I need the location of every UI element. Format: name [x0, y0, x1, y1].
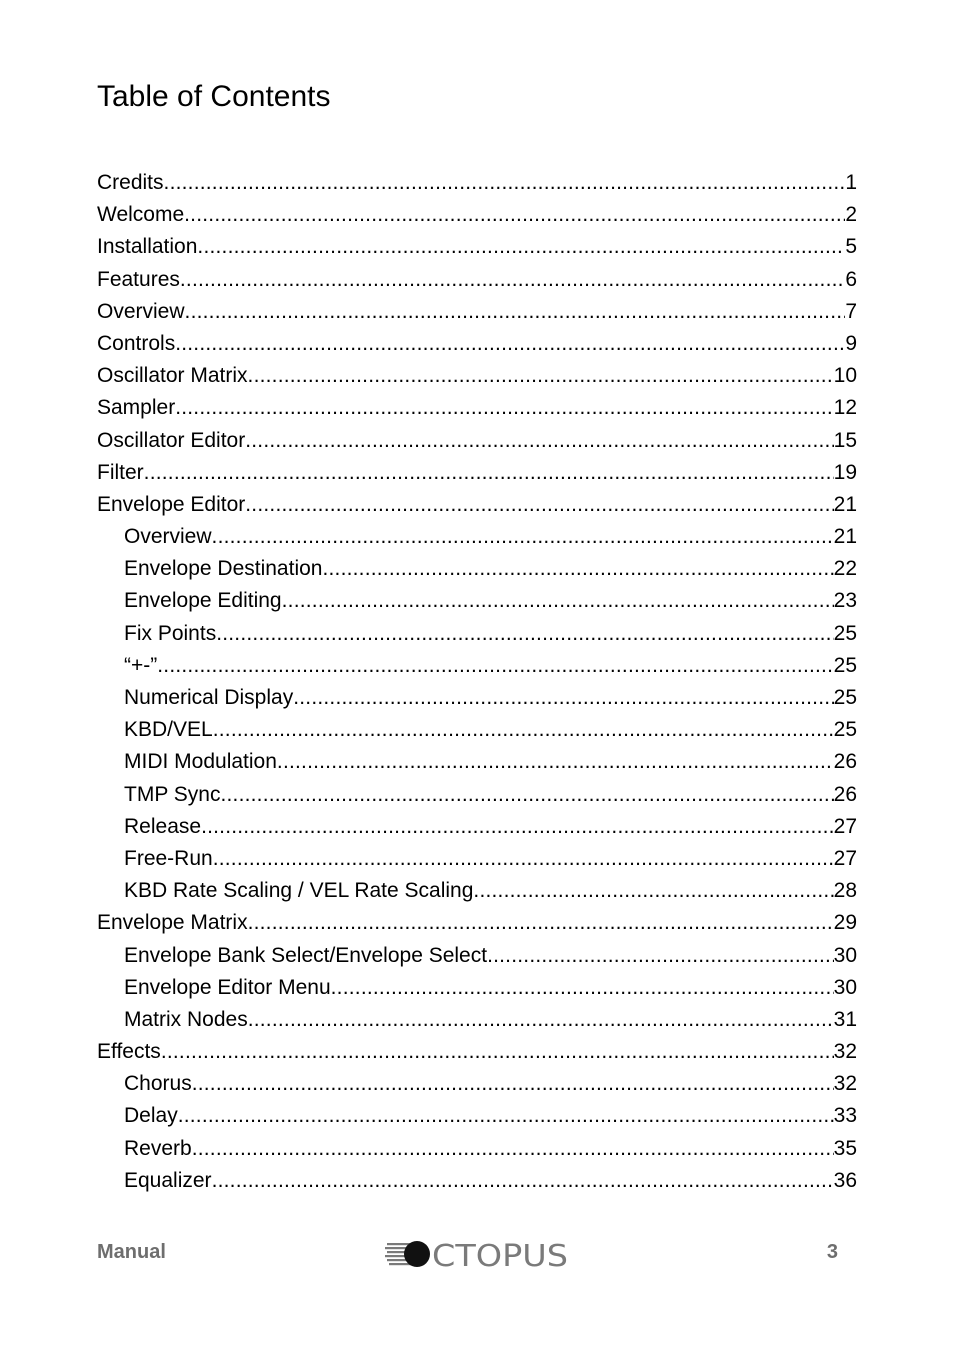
- toc-dot-leader: [282, 585, 834, 617]
- footer-label: Manual: [97, 1241, 166, 1263]
- toc-entry[interactable]: [97, 1068, 857, 1100]
- toc-dot-leader: [212, 521, 834, 553]
- toc-entry-title: Envelope Matrix: [97, 911, 248, 935]
- toc-entry-page: 30: [833, 943, 857, 967]
- toc-dot-leader: [144, 457, 834, 489]
- toc-dot-leader: [192, 1068, 834, 1100]
- toc-entry[interactable]: [97, 1165, 857, 1197]
- toc-entry[interactable]: [97, 1133, 857, 1165]
- toc-entry[interactable]: [97, 650, 857, 682]
- toc-dot-leader: [331, 972, 834, 1004]
- toc-entry-title: Envelope Editor: [97, 492, 246, 516]
- toc-entry-page: 12: [833, 396, 857, 420]
- toc-dot-leader: [175, 392, 833, 424]
- toc-dot-leader: [473, 875, 833, 907]
- page-title: Table of Contents: [97, 80, 331, 113]
- toc-dot-leader: [157, 650, 833, 682]
- toc-entry-title: Filter: [97, 460, 144, 484]
- toc-entry-title: Oscillator Editor: [97, 428, 246, 452]
- toc-entry[interactable]: [97, 1100, 857, 1132]
- toc-entry-title: Envelope Editor Menu: [124, 975, 331, 999]
- toc-dot-leader: [293, 682, 833, 714]
- toc-dot-leader: [201, 811, 834, 843]
- toc-entry-title: KBD Rate Scaling / VEL Rate Scaling: [124, 879, 474, 903]
- toc-entry-title: Installation: [97, 235, 198, 259]
- toc-entry-title: Controls: [97, 331, 176, 355]
- toc-dot-leader: [197, 231, 845, 263]
- toc-entry[interactable]: [97, 618, 857, 650]
- toc-entry-page: 10: [833, 364, 857, 388]
- toc-entry-title: Credits: [97, 171, 164, 194]
- toc-dot-leader: [213, 714, 834, 746]
- toc-dot-leader: [212, 1165, 834, 1197]
- toc-entry[interactable]: [97, 296, 857, 328]
- toc-entry[interactable]: [97, 585, 857, 617]
- toc-entry-page: 9: [845, 331, 857, 355]
- toc-entry-title: Release: [124, 814, 202, 838]
- toc-entry-page: 25: [833, 686, 857, 709]
- toc-entry-title: “+-”: [124, 653, 158, 677]
- toc-entry-page: 27: [833, 814, 857, 838]
- toc-entry-title: Delay: [124, 1104, 178, 1128]
- toc-entry-title: Matrix Nodes: [124, 1007, 248, 1031]
- toc-entry[interactable]: [97, 843, 857, 875]
- toc-entry[interactable]: [97, 714, 857, 746]
- toc-entry[interactable]: [97, 972, 857, 1004]
- octopus-logo: [385, 1234, 575, 1274]
- toc-entry-page: 5: [845, 235, 857, 259]
- logo-circle: [404, 1241, 430, 1267]
- toc-dot-leader: [178, 1100, 834, 1132]
- toc-dot-leader: [185, 296, 846, 328]
- toc-entry-page: 21: [833, 525, 857, 549]
- toc-entry[interactable]: [97, 489, 857, 521]
- toc-entry-page: 6: [845, 267, 857, 291]
- toc-entry[interactable]: [97, 167, 857, 199]
- toc-entry-page: 15: [833, 428, 857, 452]
- toc-dot-leader: [180, 264, 845, 296]
- toc-entry[interactable]: [97, 360, 857, 392]
- toc-entry-title: Chorus: [124, 1072, 192, 1096]
- toc-entry-page: 28: [833, 879, 857, 903]
- toc-entry-page: 19: [833, 460, 857, 484]
- toc-dot-leader: [161, 1036, 834, 1068]
- toc-entry-title: Overview: [124, 525, 212, 549]
- toc-entry-title: Envelope Destination: [124, 557, 323, 581]
- toc-entry-page: 32: [833, 1072, 857, 1096]
- toc-entry-page: 36: [833, 1168, 857, 1192]
- toc-dot-leader: [164, 167, 846, 199]
- toc-entry-page: 27: [833, 846, 857, 870]
- toc-entry-title: Numerical Display: [124, 686, 294, 709]
- toc-dot-leader: [248, 1004, 834, 1036]
- toc-entry-title: MIDI Modulation: [124, 750, 277, 774]
- toc-entry[interactable]: [97, 682, 857, 714]
- toc-entry-title: Equalizer: [124, 1168, 212, 1192]
- toc-entry[interactable]: [97, 328, 857, 360]
- toc-entry-page: 22: [833, 557, 857, 581]
- toc-dot-leader: [213, 843, 834, 875]
- toc-entry-page: 30: [833, 975, 857, 999]
- toc-entry[interactable]: [97, 746, 857, 778]
- toc-entry-title: Welcome: [97, 203, 185, 227]
- toc-entry[interactable]: [97, 553, 857, 585]
- toc-entry-page: 23: [833, 589, 857, 613]
- toc-dot-leader: [216, 618, 833, 650]
- toc-dot-leader: [245, 489, 833, 521]
- toc-entry-title: Envelope Bank Select/Envelope Select: [124, 943, 488, 967]
- toc-entry[interactable]: [97, 264, 857, 296]
- toc-entry-page: 35: [833, 1136, 857, 1160]
- toc-entry[interactable]: [97, 875, 857, 907]
- toc-entry-page: 21: [833, 492, 857, 516]
- toc-dot-leader: [184, 199, 845, 231]
- toc-entry[interactable]: [97, 1036, 857, 1068]
- toc-entry-title: Features: [97, 267, 180, 291]
- toc-entry-title: Free-Run: [124, 846, 213, 870]
- toc-dot-leader: [322, 553, 833, 585]
- toc-entry[interactable]: [97, 907, 857, 939]
- toc-entry-page: 26: [833, 782, 857, 806]
- toc-entry-page: 32: [833, 1040, 857, 1064]
- toc-entry[interactable]: [97, 940, 857, 972]
- toc-dot-leader: [192, 1133, 834, 1165]
- toc-entry-title: TMP Sync: [124, 782, 221, 806]
- toc-entry-title: Envelope Editing: [124, 589, 282, 613]
- toc-entry-page: 33: [833, 1104, 857, 1128]
- page-number: 3: [826, 1241, 838, 1263]
- toc-dot-leader: [248, 907, 834, 939]
- toc-entry[interactable]: [97, 457, 857, 489]
- toc-entry-page: 1: [845, 171, 857, 194]
- toc-entry-title: Sampler: [97, 396, 176, 420]
- toc-entry-page: 2: [845, 203, 857, 227]
- toc-entry[interactable]: [97, 231, 857, 263]
- page-footer: [0, 1230, 954, 1276]
- toc-dot-leader: [248, 360, 834, 392]
- toc-dot-leader: [487, 940, 834, 972]
- toc-dot-leader: [245, 425, 833, 457]
- toc-entry-title: Effects: [97, 1040, 161, 1064]
- toc-entry-title: Reverb: [124, 1136, 192, 1160]
- table-of-contents: [97, 167, 857, 1197]
- toc-entry[interactable]: [97, 425, 857, 457]
- toc-entry[interactable]: [97, 199, 857, 231]
- toc-entry-title: Oscillator Matrix: [97, 364, 248, 388]
- toc-entry-page: 29: [833, 911, 857, 935]
- toc-dot-leader: [220, 779, 833, 811]
- toc-entry[interactable]: [97, 521, 857, 553]
- toc-entry[interactable]: [97, 1004, 857, 1036]
- logo-text: CTOPUS: [432, 1239, 568, 1274]
- toc-entry-page: 25: [833, 653, 857, 677]
- toc-entry[interactable]: [97, 779, 857, 811]
- toc-entry-page: 26: [833, 750, 857, 774]
- toc-dot-leader: [175, 328, 845, 360]
- toc-entry-title: Fix Points: [124, 621, 217, 645]
- toc-entry-title: KBD/VEL: [124, 718, 213, 742]
- toc-dot-leader: [277, 746, 834, 778]
- toc-entry[interactable]: [97, 392, 857, 424]
- toc-entry-page: 31: [833, 1007, 857, 1031]
- toc-entry[interactable]: [97, 811, 857, 843]
- toc-entry-page: 25: [833, 718, 857, 742]
- toc-entry-title: Overview: [97, 299, 185, 323]
- toc-entry-page: 25: [833, 621, 857, 645]
- toc-entry-page: 7: [845, 299, 857, 323]
